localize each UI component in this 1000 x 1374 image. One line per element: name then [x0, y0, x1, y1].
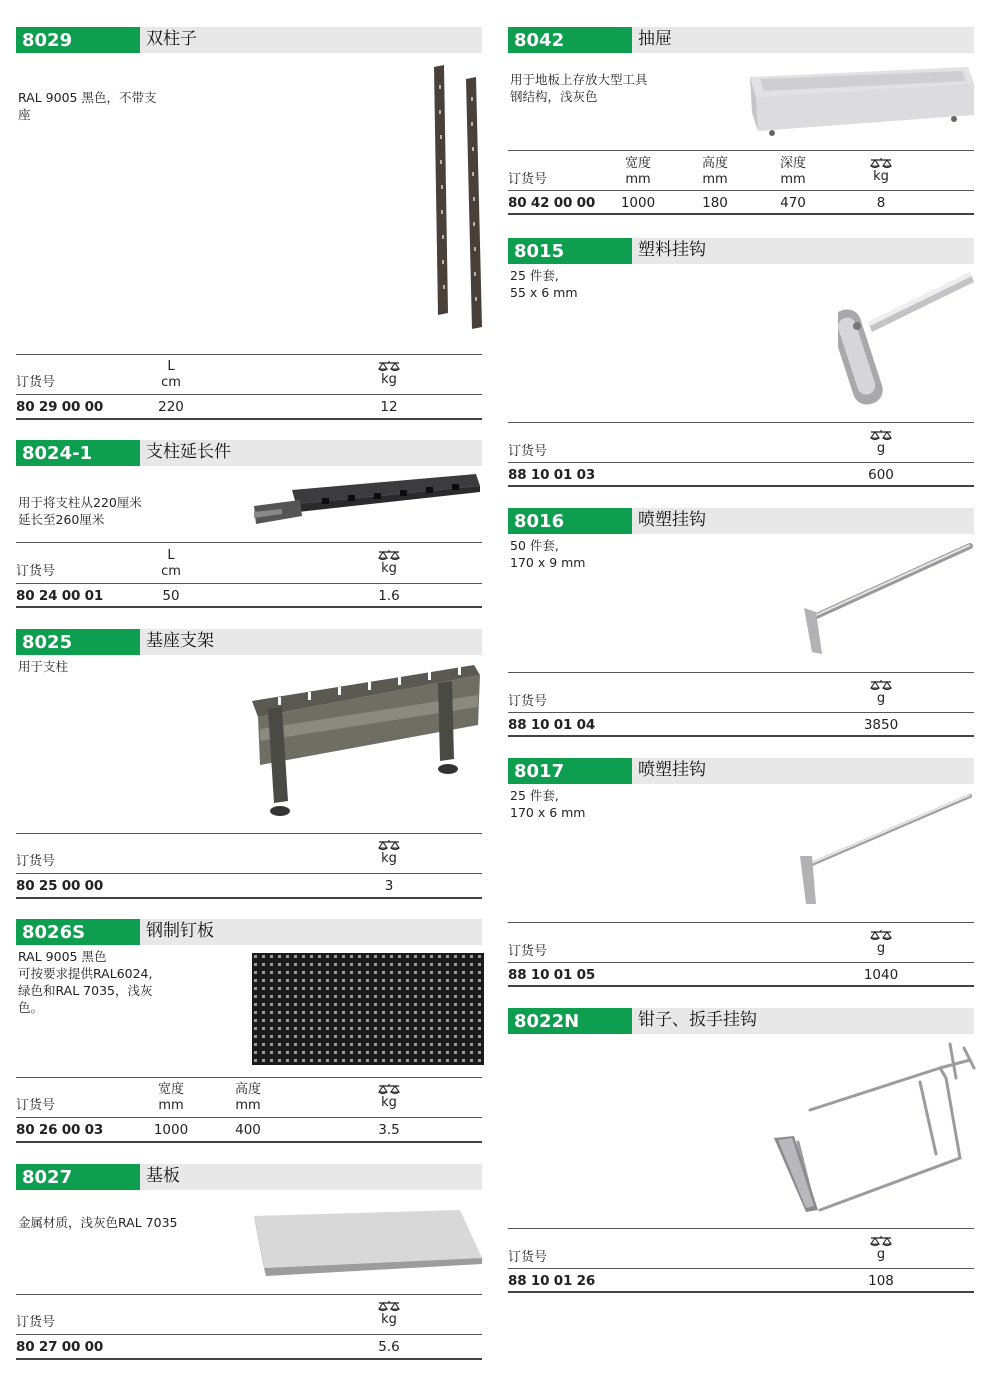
order-number: 88 10 01 04 — [508, 717, 596, 733]
height-label: 高度 — [234, 1082, 261, 1097]
coated-hook-image — [794, 790, 976, 906]
order-number-label: 订货号 — [508, 444, 548, 459]
product-code: 8024-1 — [16, 440, 140, 466]
order-number: 80 25 00 00 — [16, 878, 104, 894]
product-8026S — [16, 919, 482, 1145]
product-title: 钳子、扳手挂钩 — [638, 1010, 757, 1030]
product-code: 8015 — [508, 238, 632, 264]
product-title: 塑料挂钩 — [638, 240, 706, 260]
product-8024-1 — [16, 440, 482, 610]
product-description: 50 件套, 170 x 9 mm — [510, 538, 586, 570]
column-extension-image — [252, 472, 484, 530]
product-description: 25 件套, 55 x 6 mm — [510, 268, 578, 300]
weight-value: 3.5 — [378, 1122, 400, 1138]
product-8017 — [508, 758, 974, 988]
height-value: 400 — [235, 1122, 261, 1138]
order-number: 80 29 00 00 — [16, 399, 104, 415]
height-unit: mm — [702, 172, 728, 187]
product-description: 用于地板上存放大型工具 钢结构，浅灰色 — [510, 72, 648, 104]
order-number-label: 订货号 — [508, 1250, 548, 1265]
weight-header: kg — [359, 839, 419, 867]
product-8029 — [16, 27, 482, 422]
product-description: RAL 9005 黑色，不带支 座 — [18, 90, 157, 122]
depth-unit: mm — [780, 172, 806, 187]
product-description: RAL 9005 黑色 可按要求提供RAL6024, 绿色和RAL 7035，浅灰 色。 — [18, 949, 153, 1015]
product-title: 基板 — [146, 1166, 180, 1186]
product-code: 8027 — [16, 1164, 140, 1190]
order-number: 88 10 01 05 — [508, 967, 596, 983]
length-value: 220 — [158, 399, 184, 415]
coated-hook-image — [796, 540, 976, 656]
product-title: 喷塑挂钩 — [638, 760, 706, 780]
product-8022N — [508, 1008, 974, 1298]
base-plate-image — [252, 1210, 484, 1278]
product-8025 — [16, 629, 482, 899]
scale-icon — [377, 549, 401, 561]
scale-icon — [869, 429, 893, 441]
product-8042 — [508, 27, 974, 217]
length-label: L — [167, 359, 175, 374]
product-title: 双柱子 — [146, 29, 197, 49]
weight-value: 8 — [876, 195, 886, 211]
scale-icon — [869, 929, 893, 941]
weight-value: 600 — [868, 467, 894, 483]
length-unit: cm — [161, 564, 181, 579]
product-code: 8025 — [16, 629, 140, 655]
weight-header: kg — [359, 549, 419, 577]
weight-value: 3850 — [863, 717, 899, 733]
order-number: 88 10 01 26 — [508, 1273, 596, 1289]
order-number: 80 24 00 01 — [16, 588, 104, 604]
order-number-label: 订货号 — [16, 854, 56, 869]
weight-header: kg — [359, 360, 419, 388]
weight-value: 1040 — [863, 967, 899, 983]
weight-value: 12 — [380, 399, 398, 415]
product-code: 8026S — [16, 919, 140, 945]
scale-icon — [869, 1235, 893, 1247]
height-unit: mm — [235, 1098, 261, 1113]
product-description: 金属材质，浅灰色RAL 7035 — [18, 1215, 178, 1230]
product-description: 25 件套, 170 x 6 mm — [510, 788, 586, 820]
product-code: 8017 — [508, 758, 632, 784]
weight-header: g — [851, 929, 911, 957]
product-code: 8029 — [16, 27, 140, 53]
order-number-label: 订货号 — [16, 375, 56, 390]
scale-icon — [869, 157, 893, 169]
product-8016 — [508, 508, 974, 738]
height-label: 高度 — [701, 156, 728, 171]
order-number-label: 订货号 — [16, 1315, 56, 1330]
scale-icon — [377, 1300, 401, 1312]
width-unit: mm — [158, 1098, 184, 1113]
scale-icon — [377, 839, 401, 851]
length-value: 50 — [162, 588, 180, 604]
order-number: 80 26 00 03 — [16, 1122, 104, 1138]
product-code: 8022N — [508, 1008, 632, 1034]
order-number: 88 10 01 03 — [508, 467, 596, 483]
product-8027 — [16, 1164, 482, 1364]
weight-header: kg — [359, 1083, 419, 1111]
length-unit: cm — [161, 375, 181, 390]
width-label: 宽度 — [624, 156, 651, 171]
product-description: 用于支柱 — [18, 659, 69, 674]
length-label: L — [167, 548, 175, 563]
width-unit: mm — [625, 172, 651, 187]
order-number-label: 订货号 — [16, 564, 56, 579]
drawer-image — [748, 65, 976, 137]
order-number-label: 订货号 — [16, 1098, 56, 1113]
weight-header: g — [851, 679, 911, 707]
product-title: 基座支架 — [146, 631, 214, 651]
plier-wrench-hook-image — [770, 1038, 978, 1218]
product-code: 8042 — [508, 27, 632, 53]
order-number: 80 27 00 00 — [16, 1339, 104, 1355]
weight-header: kg — [359, 1300, 419, 1328]
weight-value: 108 — [868, 1273, 894, 1289]
weight-value: 5.6 — [378, 1339, 400, 1355]
width-value: 1000 — [620, 195, 656, 211]
depth-value: 470 — [780, 195, 806, 211]
weight-header: kg — [851, 157, 911, 185]
product-description: 用于将支柱从220厘米 延长至260厘米 — [18, 495, 142, 527]
product-title: 抽屉 — [638, 29, 672, 49]
scale-icon — [377, 1083, 401, 1095]
weight-header: g — [851, 429, 911, 457]
width-label: 宽度 — [157, 1082, 184, 1097]
depth-label: 深度 — [779, 156, 806, 171]
weight-value: 1.6 — [378, 588, 400, 604]
product-title: 喷塑挂钩 — [638, 510, 706, 530]
product-8015 — [508, 238, 974, 488]
weight-header: g — [851, 1235, 911, 1263]
plastic-hook-image — [838, 270, 978, 410]
order-number-label: 订货号 — [508, 944, 548, 959]
height-value: 180 — [702, 195, 728, 211]
product-title: 钢制钉板 — [146, 921, 214, 941]
scale-icon — [377, 360, 401, 372]
product-title: 支柱延长件 — [146, 442, 231, 462]
order-number-label: 订货号 — [508, 172, 548, 187]
double-column-image — [426, 65, 486, 331]
width-value: 1000 — [153, 1122, 189, 1138]
order-number-label: 订货号 — [508, 694, 548, 709]
weight-value: 3 — [384, 878, 394, 894]
order-number: 80 42 00 00 — [508, 195, 596, 211]
base-bracket-image — [248, 661, 484, 821]
pegboard-image — [252, 953, 484, 1065]
product-code: 8016 — [508, 508, 632, 534]
scale-icon — [869, 679, 893, 691]
